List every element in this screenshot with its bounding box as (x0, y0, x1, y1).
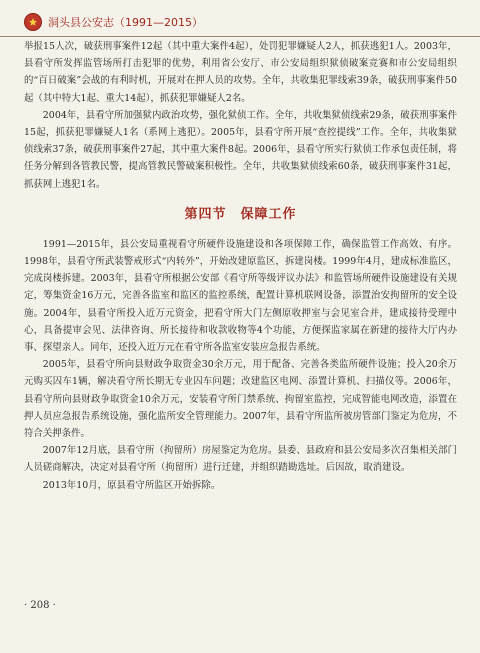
header-divider (0, 36, 480, 37)
police-emblem-icon (24, 13, 42, 31)
section-heading: 第四节 保障工作 (184, 206, 297, 222)
page-body (24, 38, 457, 494)
paragraph: 2007年12月底，县看守所（拘留所）房屋鉴定为危房。县委、县政府和县公安局多次召集相关部门人员磋商解决，决定对县看守所（拘留所）进行迁建，并组织踏勘选址。后因故，取消建设。 (24, 445, 457, 474)
book-title: 洞头县公安志（1991—2015） (48, 16, 203, 29)
paragraph: 2005年，县看守所向县财政争取资金30余万元，用于配备、完善各类监所硬件设施；投入20余万元购买囚车1辆，解决看守所长期无专业囚车问题；改建监区电网、添置计算机、扫描仪等。2006年，县看守所向县财政争取资金10余万元，安装看守所门禁系统、拘留室监控，完成智能电网改造，添置在押人员应急报告系统设施，强化监所安全管理能力。2007年，县看守所监所被房管部门鉴定为危房，不符合关押条件。 (24, 359, 457, 440)
paragraph: 2013年10月，原县看守所监区开始拆除。 (42, 479, 221, 491)
paragraph: 1991—2015年，县公安局重视看守所硬件设施建设和各项保障工作，确保监管工作高效、有序。1998年，县看守所武装警戒形式“内转外”，开始改建原监区，拆建岗楼。1999年4月，建成标准监区，完成岗楼拆建。2003年，县看守所根据公安部《看守所等级评议办法》和监管场所硬件设施建设有关规定，筹集资金16万元，完善各监室和监区的监控系统，配置计算机联网设备，添置治安拘留所的安全设施。2004年，县看守所投入近万元资金，把看守所大门左侧原收押室与会见室合并，建成接待受理中心，具备提审会见、法律咨询、所长接待和收款收物等4个功能，方便探监家属在新建的接待大厅内办事、探望亲人。同年，还投入近万元在看守所各监室安装应急报告系统。 (24, 238, 457, 354)
paragraph-continued: 举报15人次，破获刑事案件12起（其中重大案件4起），处罚犯罪嫌疑人2人，抓获逃犯1人。2003年，县看守所发挥监管场所打击犯罪的优势，利用省公安厅、市公安局组织狱侦破案竞赛和市公安局组织的“百日破案”会战的有利时机，开展对在押人员的攻势。全年，共收集犯罪线索39条，破获刑事案件50起（其中特大1起、重大14起），抓获犯罪嫌疑人2名。 (24, 41, 457, 104)
running-header (24, 12, 324, 32)
paragraph: 2004年，县看守所加强狱内政治攻势，强化狱侦工作。全年，共收集狱侦线索29条，破获刑事案件15起，抓获犯罪嫌疑人1名（系网上逃犯）。2005年，县看守所开展“查控提线”工作。全年，共收集狱侦线索37条，破获刑事案件27起，其中重大案件8起。2006年，县看守所实行狱侦工作承包责任制，将任务分解到各管教民警，提高管教民警破案积极性。全年，共收集狱侦线索60条，破获刑事案件31起，抓获网上逃犯1名。 (24, 109, 457, 190)
page-number: · 208 · (24, 600, 56, 611)
